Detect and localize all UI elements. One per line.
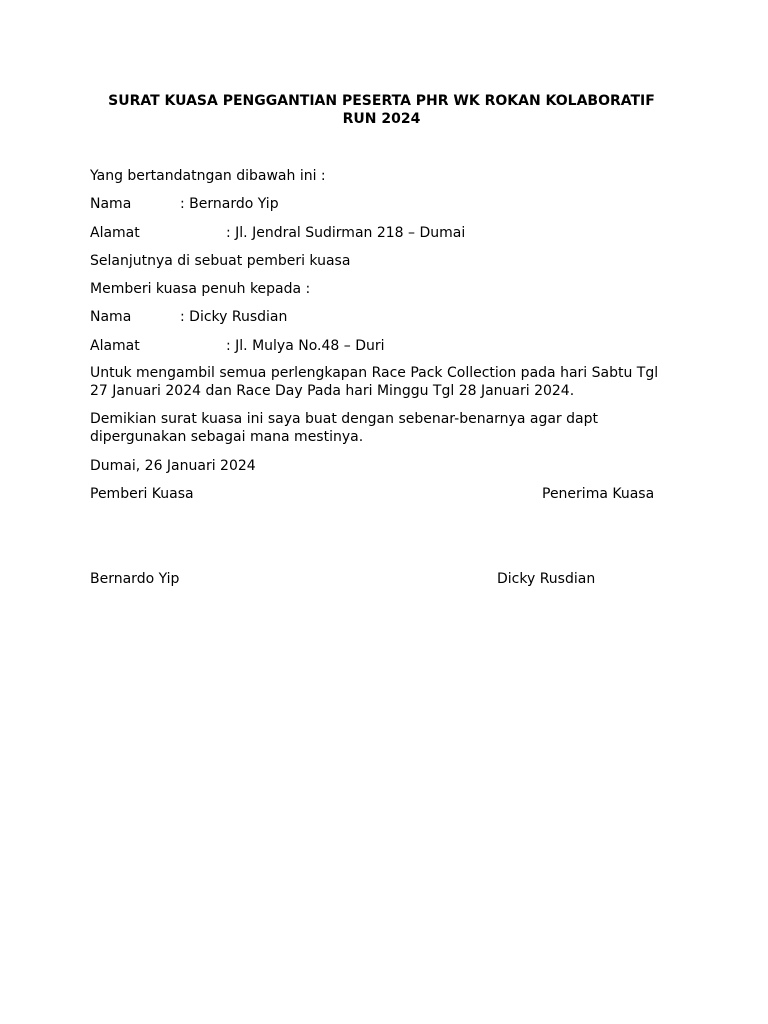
grantor-name-value: : Bernardo Yip (180, 196, 279, 212)
grantor-address-label: Alamat (90, 225, 140, 241)
grantee-address-label: Alamat (90, 338, 140, 354)
purpose-paragraph: Untuk mengambil semua perlengkapan Race Pack Collection pada hari Sabtu Tgl 27 Januari 2024 dan Race Day Pada hari Minggu Tgl 28 Januari 2024. (90, 365, 659, 399)
grantor-signature-name: Bernardo Yip (90, 571, 180, 587)
grantee-role: Penerima Kuasa (542, 486, 655, 502)
grantee-name-label: Nama (90, 309, 132, 325)
grantor-role: Pemberi Kuasa (90, 486, 194, 502)
grantee-signature-name: Dicky Rusdian (497, 571, 596, 587)
grant-intro: Memberi kuasa penuh kepada : (90, 281, 311, 297)
closing-paragraph: Demikian surat kuasa ini saya buat dengan sebenar-benarnya agar dapt dipergunakan sebagai mana mestinya. (90, 411, 598, 445)
grantor-address-value: : Jl. Jendral Sudirman 218 – Dumai (226, 225, 466, 241)
document-title: SURAT KUASA PENGGANTIAN PESERTA PHR WK ROKAN KOLABORATIF RUN 2024 (108, 93, 655, 127)
grantee-name-value: : Dicky Rusdian (180, 309, 288, 325)
grantee-address-value: : Jl. Mulya No.48 – Duri (226, 338, 385, 354)
place-date: Dumai, 26 Januari 2024 (90, 458, 256, 474)
grantor-name-label: Nama (90, 196, 132, 212)
intro-text: Yang bertandatngan dibawah ini : (90, 168, 326, 184)
grantor-note: Selanjutnya di sebuat pemberi kuasa (90, 253, 351, 269)
